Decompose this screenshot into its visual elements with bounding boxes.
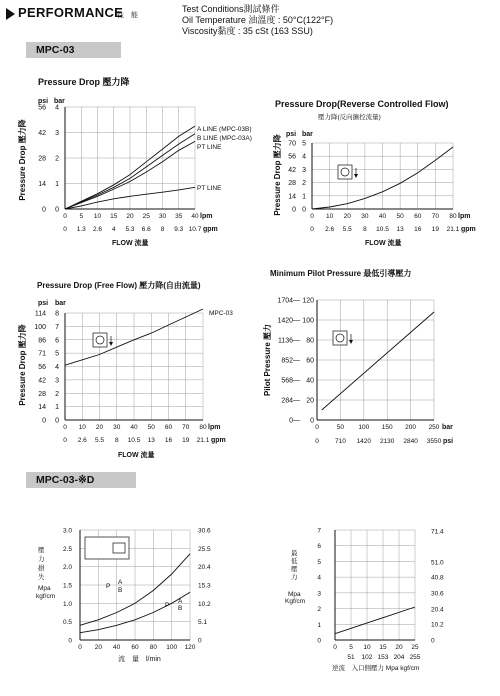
y-tick-bar: 4 xyxy=(302,153,306,161)
x-tick-gpm: 10.7 xyxy=(188,226,202,233)
series-line-c6-0 xyxy=(335,607,415,634)
y-tick-psi: 0 xyxy=(289,417,293,425)
y-tick-right: 10.2 xyxy=(198,600,211,608)
y-unit-mpa: Mpa xyxy=(38,585,51,592)
x-tick-2: 102 xyxy=(361,654,373,661)
x-tick-gpm: 16 xyxy=(164,437,173,444)
x-axis-label: 逆流 入口側壓力 Mpa kgf/cm xyxy=(332,665,420,672)
x-tick: 80 xyxy=(149,644,157,651)
y-tick-psi: 1136 xyxy=(277,337,293,345)
y-tick-bar: 3 xyxy=(55,130,59,137)
x-tick-gpm: 9.3 xyxy=(174,226,184,233)
x-tick-lpm: 10 xyxy=(78,424,86,431)
x-tick-gpm: 2.6 xyxy=(77,437,87,444)
valve-symbol-icon xyxy=(85,537,129,559)
y-tick-left: 0 xyxy=(68,637,72,645)
y-tick-right: 40.8 xyxy=(431,574,444,582)
x-tick-gpm: 0 xyxy=(310,226,314,233)
chart-title: Pressure Drop(Reverse Controlled Flow) xyxy=(275,99,449,109)
x-tick-lpm: 20 xyxy=(126,213,134,220)
y-tick-bar: 5 xyxy=(302,140,306,148)
x-tick-gpm: 8 xyxy=(114,437,119,444)
legend-2: PT LINE xyxy=(197,144,222,151)
x-tick: 40 xyxy=(113,644,121,651)
x-tick: 0 xyxy=(78,644,82,651)
x-tick-lpm: 60 xyxy=(164,424,173,431)
x-tick-gpm: 6.6 xyxy=(141,226,151,233)
chart-title: Pressure Drop (Free Flow) 壓力降(自由流量) xyxy=(37,281,201,290)
x-tick-lpm: 20 xyxy=(95,424,104,431)
x-tick-lpm: 40 xyxy=(191,213,199,220)
x-tick-lpm: 40 xyxy=(378,213,387,220)
y-tick-bar: 2 xyxy=(55,155,59,163)
x-tick-psi: 2840 xyxy=(403,438,418,445)
page-title-cn: 性 能 xyxy=(117,12,138,19)
x-tick-lpm: 35 xyxy=(175,213,183,220)
y-tick-psi: 852 xyxy=(281,357,293,365)
y-tick-left: 1 xyxy=(317,621,321,629)
legend-1: B LINE (MPC-03A) xyxy=(197,135,252,142)
legend-0: A LINE (MPC-03B) xyxy=(197,126,252,133)
y-unit-mpa: Mpa xyxy=(288,591,301,598)
plot-grid-c3 xyxy=(65,313,203,420)
series-line-c4-0 xyxy=(322,312,434,410)
y-tick-dash: — xyxy=(293,357,300,365)
y-tick-bar: 0 xyxy=(310,417,314,425)
x-tick-gpm: 8 xyxy=(363,226,367,233)
x-tick-bar: 250 xyxy=(428,424,440,431)
y-tick-psi: 71 xyxy=(38,350,46,358)
x-tick-lpm: 20 xyxy=(343,213,351,220)
x-tick-psi: 2130 xyxy=(379,438,395,445)
x-tick-lpm: 30 xyxy=(158,213,167,220)
x-tick-bar: 150 xyxy=(381,424,393,431)
x-tick-lpm: 15 xyxy=(110,213,118,220)
x-tick-gpm: 2.6 xyxy=(92,226,103,233)
y-tick-left: 2.5 xyxy=(62,545,72,553)
section-mpc03: MPC-03 xyxy=(26,42,121,58)
y-tick-psi: 28 xyxy=(288,180,296,188)
y-tick-right: 71.4 xyxy=(431,528,444,536)
y-tick-right: 0 xyxy=(431,637,435,645)
x-tick-psi: 1420 xyxy=(356,438,372,445)
y-tick-bar: 4 xyxy=(55,364,59,371)
y-tick-dash: — xyxy=(293,337,300,345)
plot-grid-c6 xyxy=(335,530,415,640)
x-unit-bar: bar xyxy=(442,424,453,431)
x-tick-lpm: 50 xyxy=(147,424,155,431)
x-tick: 100 xyxy=(166,644,178,651)
x-axis-label: 流 量 l/min xyxy=(118,656,161,663)
x-tick-lpm: 80 xyxy=(199,424,207,431)
y-unit-kgf: Kgf/cm xyxy=(285,598,306,605)
x-tick-gpm: 5.5 xyxy=(342,226,352,233)
x-tick-gpm: 19 xyxy=(431,226,439,233)
y-tick-left: 3 xyxy=(317,590,321,598)
x-tick-gpm: 4 xyxy=(111,226,116,233)
y-tick-psi: 56 xyxy=(38,104,46,112)
x-tick-lpm: 80 xyxy=(449,213,457,220)
curve-label: B xyxy=(118,587,123,594)
y-tick-right: 20.4 xyxy=(431,606,444,614)
x-tick-psi: 3550 xyxy=(426,438,442,445)
y-tick-psi: 0 xyxy=(292,206,296,214)
curve-label: A xyxy=(178,598,183,605)
curve-label: P xyxy=(165,602,170,609)
y-tick-right: 51.0 xyxy=(431,559,444,567)
curve-label: A xyxy=(118,579,123,586)
y-tick-bar: 60 xyxy=(306,357,314,365)
x-tick: 60 xyxy=(131,644,139,651)
y-tick-psi: 56 xyxy=(38,364,46,371)
x-tick-lpm: 10 xyxy=(326,213,334,220)
x-unit-gpm: gpm xyxy=(203,226,218,233)
x-tick: 25 xyxy=(411,644,419,651)
x-unit-lpm: lpm xyxy=(200,213,213,220)
x-unit-lpm: lpm xyxy=(458,213,471,220)
y-tick-psi: 42 xyxy=(288,166,296,174)
curve-label: B xyxy=(178,605,183,612)
x-unit-psi: psi xyxy=(443,438,454,445)
y-tick-left: 2.0 xyxy=(62,564,72,572)
x-tick-psi: 0 xyxy=(315,438,319,445)
y-tick-psi: 28 xyxy=(38,390,46,398)
y-tick-bar: 40 xyxy=(306,377,314,385)
chart-title: Minimum Pilot Pressure 最低引導壓力 xyxy=(270,269,412,278)
y-tick-bar: 0 xyxy=(55,417,59,425)
x-axis-label: FLOW 流量 xyxy=(365,240,402,247)
x-tick-bar: 50 xyxy=(336,424,345,431)
x-tick: 0 xyxy=(333,644,337,651)
y-axis-label-char: 低 xyxy=(291,558,298,565)
valve-symbol-icon xyxy=(338,165,358,179)
x-tick-gpm: 21.1 xyxy=(196,437,210,444)
x-tick: 10 xyxy=(363,644,371,651)
y-tick-left: 6 xyxy=(317,543,321,551)
y-tick-psi: 14 xyxy=(38,404,46,412)
y-tick-psi: 42 xyxy=(38,377,46,385)
y-tick-dash: — xyxy=(293,297,300,305)
y-tick-left: 4 xyxy=(317,574,321,582)
y-tick-left: 5 xyxy=(317,558,321,566)
y-tick-psi: 86 xyxy=(38,337,46,345)
x-tick-lpm: 50 xyxy=(396,213,404,220)
y-tick-psi: 14 xyxy=(38,181,46,188)
legend-0: MPC-03 xyxy=(209,310,233,317)
y-tick-bar: 1 xyxy=(55,404,59,412)
y-tick-right: 20.4 xyxy=(198,564,211,572)
plot-grid-c1 xyxy=(65,107,195,209)
x-tick-2: 153 xyxy=(377,654,389,661)
x-tick-psi: 710 xyxy=(334,438,346,445)
x-tick-bar: 0 xyxy=(315,424,319,431)
y-axis-label: Pressure Drop 壓力降 xyxy=(273,134,282,216)
x-tick-gpm: 8 xyxy=(160,226,165,233)
y-tick-bar: 3 xyxy=(302,166,306,174)
y-tick-left: 2 xyxy=(317,606,321,614)
viscosity: Viscosity黏度 : 35 cSt (163 SSU) xyxy=(182,26,313,36)
x-tick: 120 xyxy=(184,644,196,651)
y-tick-bar: 7 xyxy=(55,323,59,331)
y-tick-right: 0 xyxy=(198,637,202,645)
plot-grid-c4 xyxy=(317,300,434,420)
x-unit-gpm: gpm xyxy=(211,437,226,444)
y-tick-dash: — xyxy=(293,317,300,325)
x-tick-gpm: 5.5 xyxy=(94,437,105,444)
y-tick-right: 25.5 xyxy=(198,545,211,553)
y-axis-label-char: 壓 xyxy=(291,566,298,573)
y-tick-bar: 80 xyxy=(306,337,314,345)
y-tick-left: 7 xyxy=(317,527,321,535)
y-axis-label-char: 力 xyxy=(291,574,298,581)
x-tick-gpm: 1.3 xyxy=(76,226,86,233)
x-tick: 5 xyxy=(349,644,353,651)
x-tick-lpm: 70 xyxy=(431,213,439,220)
x-tick-2: 51 xyxy=(347,654,355,661)
x-unit-lpm: lpm xyxy=(208,424,221,431)
x-tick-gpm: 0 xyxy=(63,226,67,233)
y-tick-psi: 70 xyxy=(288,140,296,148)
test-conditions: Test Conditions測試條件 xyxy=(182,4,280,14)
y-axis-label: Pilot Pressure 壓力 xyxy=(263,323,272,397)
y-unit-bar: bar xyxy=(302,131,313,138)
x-tick-gpm: 0 xyxy=(63,437,67,444)
y-axis-label: Pressure Drop 壓力降 xyxy=(18,324,27,406)
y-axis-label-char: 壓 xyxy=(38,547,45,554)
y-tick-bar: 3 xyxy=(55,377,59,385)
y-tick-psi: 100 xyxy=(34,323,46,331)
y-tick-dash: — xyxy=(293,397,300,405)
y-tick-psi: 56 xyxy=(288,153,296,161)
x-tick-gpm: 10.5 xyxy=(127,437,141,444)
x-tick-lpm: 60 xyxy=(414,213,422,220)
y-tick-left: 1.5 xyxy=(62,582,72,590)
x-tick-lpm: 0 xyxy=(63,424,67,431)
x-tick: 20 xyxy=(395,644,403,651)
x-tick-gpm: 21.1 xyxy=(446,226,460,233)
x-axis-label: FLOW 流量 xyxy=(112,240,149,247)
y-unit-bar: bar xyxy=(55,300,66,307)
y-tick-dash: — xyxy=(293,417,300,425)
y-axis-label-char: 最 xyxy=(291,550,298,557)
y-tick-bar: 2 xyxy=(55,390,59,398)
x-unit-gpm: gpm xyxy=(461,226,476,233)
y-tick-right: 30.6 xyxy=(198,527,211,535)
valve-symbol-icon xyxy=(93,333,113,347)
x-tick-lpm: 0 xyxy=(310,213,314,220)
x-tick-2: 255 xyxy=(409,654,421,661)
y-tick-psi: 114 xyxy=(34,310,46,318)
x-tick-bar: 200 xyxy=(405,424,417,431)
legend-3: PT LINE xyxy=(197,185,222,192)
x-axis-label: FLOW 流量 xyxy=(118,452,155,459)
y-unit-bar: bar xyxy=(54,98,65,105)
y-tick-psi: 1420 xyxy=(277,317,293,325)
y-tick-psi: 284 xyxy=(281,397,293,405)
y-tick-psi: 568 xyxy=(281,377,293,385)
y-axis-label-char: 力 xyxy=(38,556,45,563)
curve-label: P xyxy=(106,583,111,590)
x-tick-lpm: 10 xyxy=(93,213,102,220)
y-tick-bar: 1 xyxy=(55,181,59,188)
y-unit-psi: psi xyxy=(38,98,49,105)
y-tick-bar: 20 xyxy=(306,397,314,405)
y-tick-bar: 4 xyxy=(55,104,59,112)
y-tick-left: 3.0 xyxy=(62,527,72,535)
x-tick-lpm: 25 xyxy=(142,213,150,220)
x-tick-lpm: 30 xyxy=(361,213,369,220)
valve-symbol-icon xyxy=(333,331,353,345)
y-axis-label-char: 損 xyxy=(38,565,45,572)
y-tick-dash: — xyxy=(293,377,300,385)
x-tick-lpm: 5 xyxy=(79,213,84,220)
y-tick-psi: 1704 xyxy=(277,297,293,305)
x-tick-gpm: 13 xyxy=(396,226,404,233)
y-tick-bar: 1 xyxy=(302,193,306,201)
y-unit-kgf: kgf/cm xyxy=(36,593,56,600)
y-axis-label: Pressure Drop 壓力降 xyxy=(18,119,27,201)
y-tick-bar: 0 xyxy=(55,206,59,214)
oil-temperature: Oil Temperature 油溫度 : 50°C(122°F) xyxy=(182,15,334,25)
section-mpc03d: MPC-03-※D xyxy=(26,472,136,488)
x-tick-bar: 100 xyxy=(358,424,370,431)
x-tick-2: 204 xyxy=(393,654,405,661)
chart-subtitle: 壓力降(反向擴控流量) xyxy=(318,114,381,121)
x-tick-lpm: 40 xyxy=(130,424,138,431)
x-tick-gpm: 16 xyxy=(414,226,422,233)
y-tick-right: 10.2 xyxy=(431,621,444,629)
y-tick-psi: 0 xyxy=(42,206,46,214)
plot-grid-c2 xyxy=(312,143,453,209)
y-axis-label-char: 失 xyxy=(38,574,45,581)
y-tick-bar: 8 xyxy=(55,310,59,318)
y-tick-left: 0.5 xyxy=(62,619,72,627)
y-tick-left: 0 xyxy=(317,637,321,645)
y-tick-psi: 28 xyxy=(38,155,46,163)
y-tick-bar: 5 xyxy=(55,350,59,358)
y-tick-bar: 0 xyxy=(302,206,306,214)
x-tick-lpm: 70 xyxy=(182,424,190,431)
x-tick-gpm: 2.6 xyxy=(325,226,335,233)
y-tick-bar: 100 xyxy=(302,317,314,325)
y-tick-psi: 42 xyxy=(38,130,46,137)
x-tick-lpm: 30 xyxy=(113,424,121,431)
x-tick-gpm: 19 xyxy=(182,437,190,444)
x-tick-gpm: 10.5 xyxy=(376,226,389,233)
x-tick: 15 xyxy=(379,644,387,651)
y-tick-psi: 14 xyxy=(288,193,296,201)
x-tick-lpm: 0 xyxy=(63,213,67,220)
y-tick-psi: 0 xyxy=(42,417,46,425)
y-tick-left: 1.0 xyxy=(62,600,72,608)
y-tick-bar: 6 xyxy=(55,337,59,345)
y-tick-bar: 120 xyxy=(302,297,314,305)
x-tick: 20 xyxy=(94,644,102,651)
y-unit-psi: psi xyxy=(38,300,49,307)
y-tick-right: 5.1 xyxy=(198,619,208,627)
y-unit-psi: psi xyxy=(286,131,297,138)
y-tick-bar: 2 xyxy=(302,180,306,188)
page-title: PERFORMANCE xyxy=(18,5,124,20)
chart-title: Pressure Drop 壓力降 xyxy=(38,77,130,87)
x-tick-gpm: 13 xyxy=(147,437,155,444)
y-tick-right: 15.3 xyxy=(198,582,211,590)
x-tick-gpm: 5.3 xyxy=(125,226,135,233)
y-tick-right: 30.6 xyxy=(431,590,444,598)
